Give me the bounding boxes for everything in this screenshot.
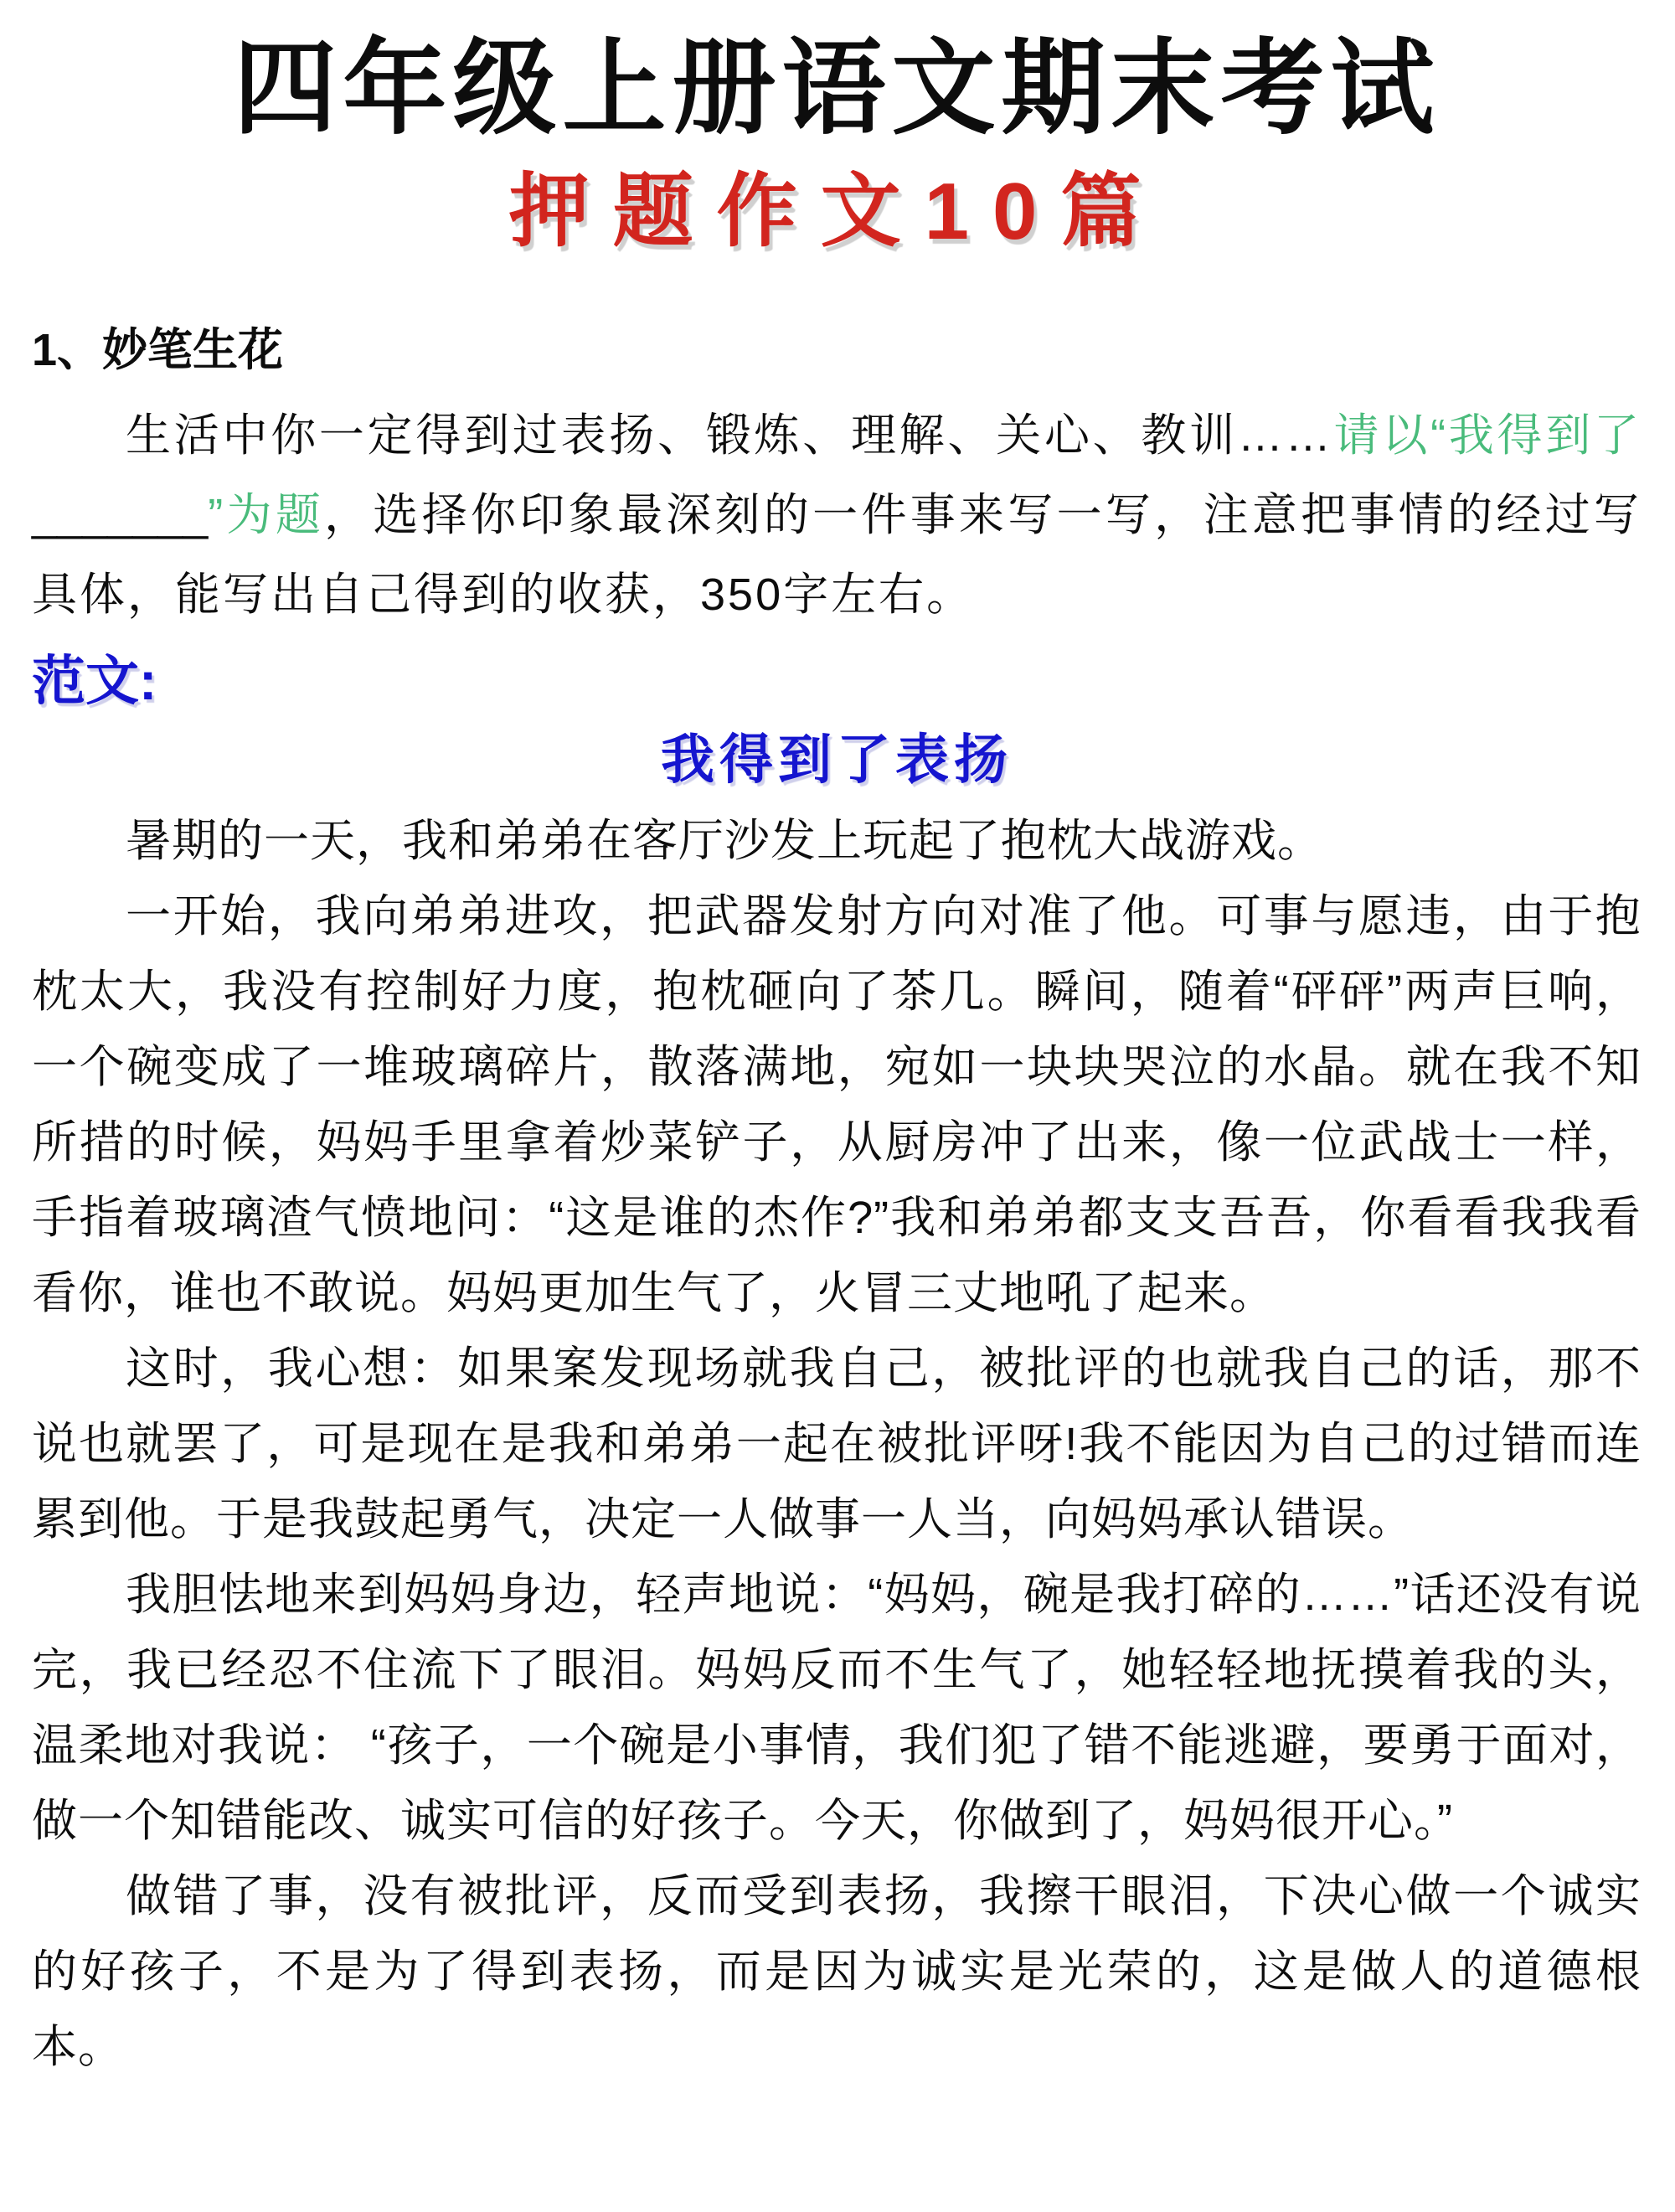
essay-title: 我得到了表扬 xyxy=(661,729,1013,790)
essay-paragraph: 我胆怯地来到妈妈身边，轻声地说：“妈妈，碗是我打碎的……”话还没有说完，我已经忍不住流下了眼泪。妈妈反而不生气了，她轻轻地抚摸着我的头，温柔地对我说： “孩子，一个碗是小事情，我们犯了错不能逃避，要勇于面对，做一个知错能改、诚实可信的好孩子。今天，你做到了，妈妈很开心。” xyxy=(32,1569,1642,1846)
essay-paragraph: 这时，我心想：如果案发现场就我自己，被批评的也就我自己的话，那不说也就罢了，可是现在是我和弟弟一起在被批评呀!我不能因为自己的过错而连累到他。于是我鼓起勇气，决定一人做事一人当，向妈妈承认错误。 xyxy=(32,1343,1642,1544)
blank-underline: _______ xyxy=(32,489,209,540)
page-title: 四年级上册语文期末考试 xyxy=(233,31,1440,147)
prompt-text-green-open: 请以“我得到了 xyxy=(1332,410,1642,461)
essay-paragraph: 做错了事，没有被批评，反而受到表扬，我擦干眼泪，下决心做一个诚实的好孩子，不是为了得到表扬，而是因为诚实是光荣的，这是做人的道德根本。 xyxy=(32,1870,1642,2072)
prompt-text-black-lead: 生活中你一定得到过表扬、锻炼、理解、关心、教训…… xyxy=(126,410,1333,461)
essay-prompt xyxy=(32,396,1642,635)
model-essay-label: 范文: xyxy=(32,650,157,711)
page-subtitle: 押题作文10篇 xyxy=(508,167,1165,257)
essay-paragraph: 暑期的一天，我和弟弟在客厅沙发上玩起了抱枕大战游戏。 xyxy=(126,815,1323,866)
essay-paragraph: 一开始，我向弟弟进攻，把武器发射方向对准了他。可事与愿违，由于抱枕太大，我没有控制好力度，抱枕砸向了茶几。瞬间，随着“砰砰”两声巨响， 一个碗变成了一堆玻璃碎片，散落满地，宛如一块块哭泣的水晶。就在我不知所措的时候，妈妈手里拿着炒菜铲子，从厨房冲了出来，像一位武战士一样，手指着玻璃渣气愤地问：“这是谁的杰作?”我和弟弟都支支吾吾，你看看我我看看你，谁也不敢说。妈妈更加生气了，火冒三丈地吼了起来。 xyxy=(32,890,1642,1318)
prompt-text-green-close: ”为题 xyxy=(208,489,325,540)
section-heading: 1、妙笔生花 xyxy=(32,325,284,376)
prompt-text-black-tail: ，选择你印象最深刻的一件事来写一写，注意把事情的经过写具体，能写出自己得到的收获，350字左右。 xyxy=(32,489,1642,620)
